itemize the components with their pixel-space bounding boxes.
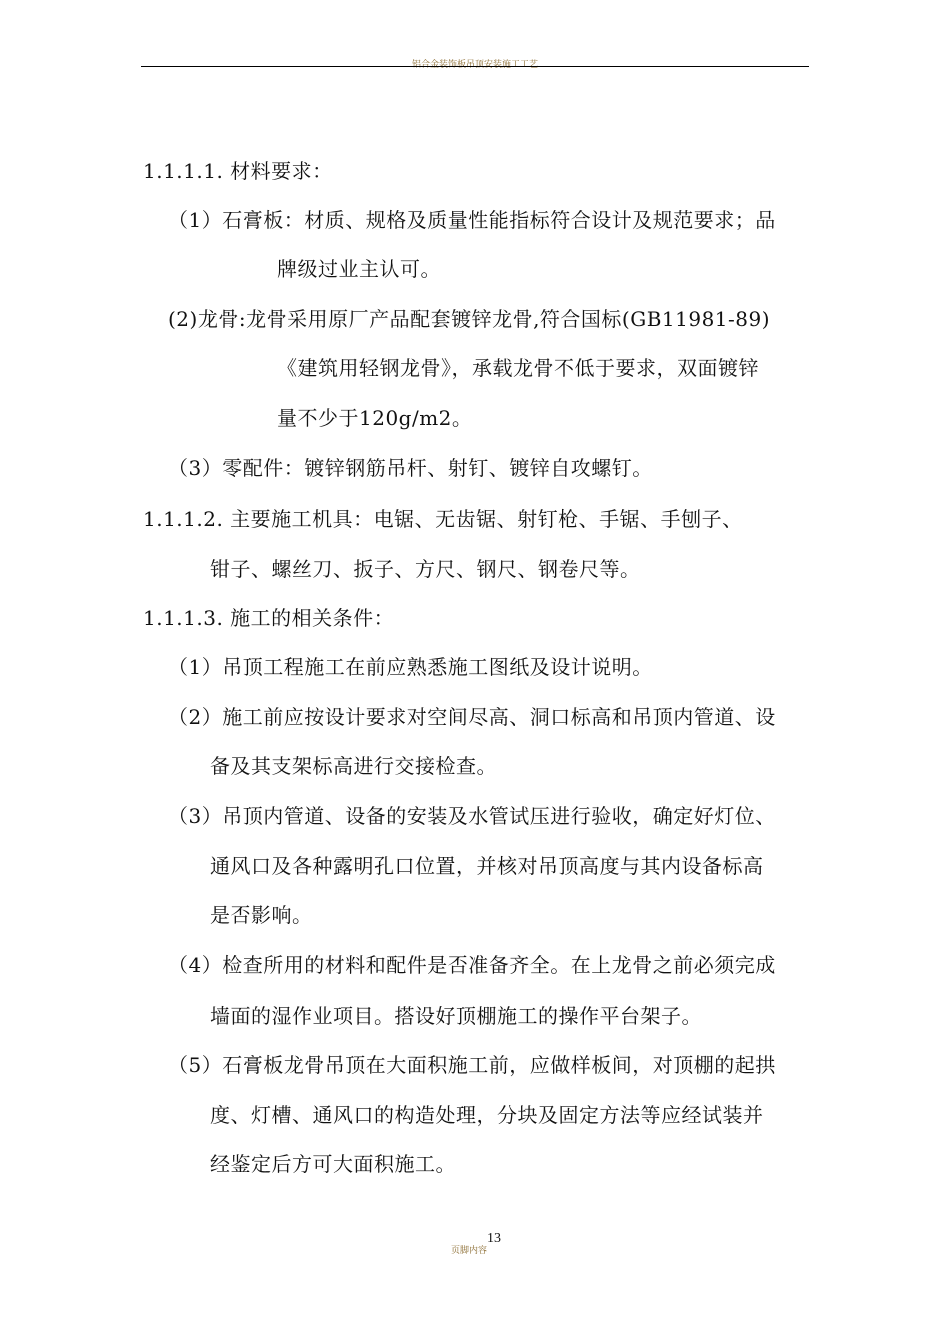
section-heading: 1.1.1.3. 施工的相关条件： <box>143 606 395 630</box>
list-item-continuation: 量不少于120g/m2。 <box>277 406 473 430</box>
list-item: （2）施工前应按设计要求对空间尽高、洞口标高和吊顶内管道、设 <box>168 705 776 729</box>
list-item-continuation: 度、灯槽、通风口的构造处理，分块及固定方法等应经试装并 <box>210 1103 764 1127</box>
list-item-continuation: 备及其支架标高进行交接检查。 <box>210 754 497 778</box>
list-item: （5）石膏板龙骨吊顶在大面积施工前，应做样板间，对顶棚的起拱 <box>168 1053 776 1077</box>
section-heading: 1.1.1.2. 主要施工机具：电锯、无齿锯、射钉枪、手锯、手刨子、 <box>143 507 743 531</box>
list-item-continuation: 墙面的湿作业项目。搭设好顶棚施工的操作平台架子。 <box>210 1004 702 1028</box>
list-item-continuation: 通风口及各种露明孔口位置，并核对吊顶高度与其内设备标高 <box>210 854 764 878</box>
list-item-continuation: 是否影响。 <box>210 903 313 927</box>
list-item: （1）石膏板：材质、规格及质量性能指标符合设计及规范要求；品 <box>168 208 776 232</box>
list-item-continuation: 经鉴定后方可大面积施工。 <box>210 1152 456 1176</box>
list-item: (2)龙骨:龙骨采用原厂产品配套镀锌龙骨,符合国标(GB11981-89) <box>168 307 771 331</box>
list-item-continuation: 《建筑用轻钢龙骨》，承载龙骨不低于要求，双面镀锌 <box>277 356 759 380</box>
page-number: 13 <box>487 1231 501 1246</box>
header-title: 铝合金装饰板吊顶安装施工工艺 <box>411 60 538 70</box>
section-heading-continuation: 钳子、螺丝刀、扳子、方尺、钢尺、钢卷尺等。 <box>210 557 641 581</box>
list-item: （3）吊顶内管道、设备的安装及水管试压进行验收，确定好灯位、 <box>168 804 776 828</box>
footer-label: 页脚内容 <box>451 1246 488 1256</box>
list-item: （1）吊顶工程施工在前应熟悉施工图纸及设计说明。 <box>168 655 653 679</box>
list-item-continuation: 牌级过业主认可。 <box>277 257 441 281</box>
list-item: （4）检查所用的材料和配件是否准备齐全。在上龙骨之前必须完成 <box>168 953 776 977</box>
header-divider <box>141 66 809 67</box>
list-item: （3）零配件：镀锌钢筋吊杆、射钉、镀锌自攻螺钉。 <box>168 456 653 480</box>
section-heading: 1.1.1.1. 材料要求： <box>143 159 333 183</box>
